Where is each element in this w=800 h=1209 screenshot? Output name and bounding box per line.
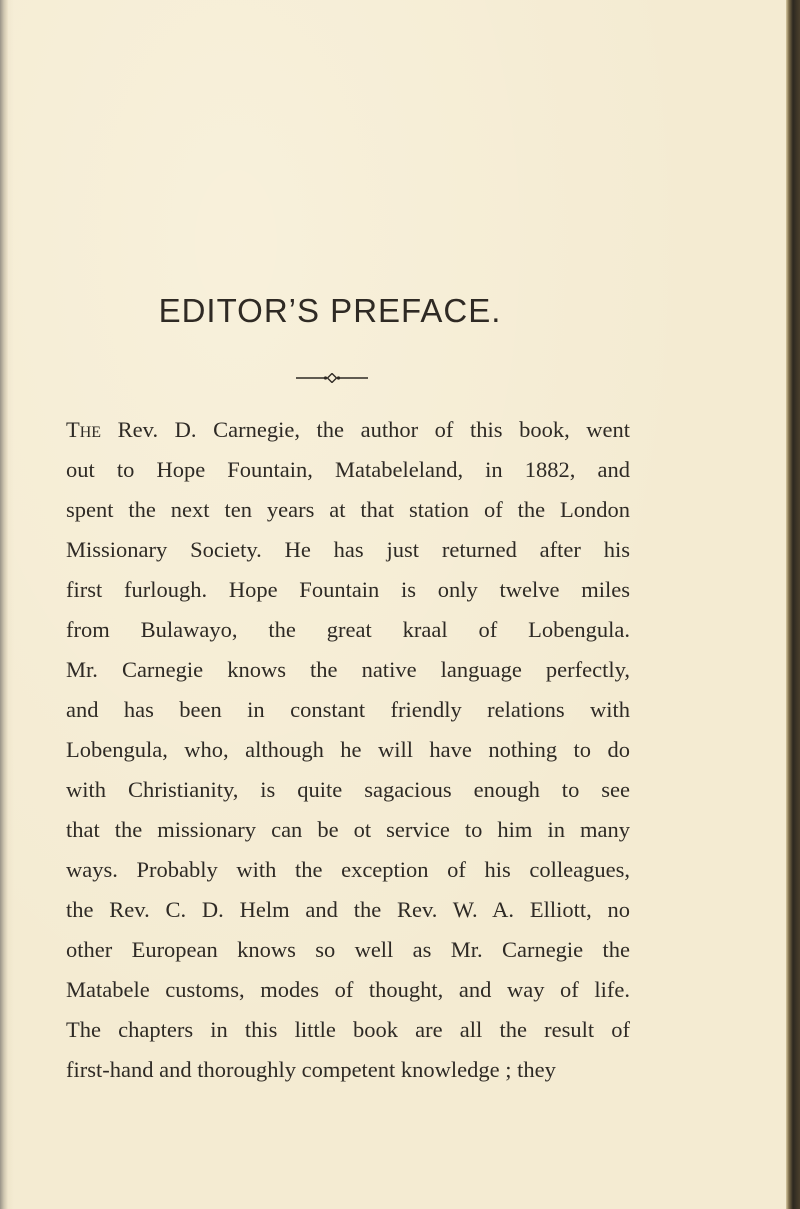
page-gutter xyxy=(0,0,8,1209)
text-line: Matabele customs, modes of thought, and way of life. xyxy=(66,977,630,1002)
text-line: The Rev. D. Carnegie, the author of this book, went xyxy=(66,417,631,442)
text-line: Lobengula, who, although he will have nothing to do xyxy=(66,737,630,762)
text-line: out to Hope Fountain, Matabeleland, in 1882, and xyxy=(66,457,630,482)
first-word: The xyxy=(66,417,102,442)
text-line: with Christianity, is quite sagacious enough to see xyxy=(66,777,630,802)
text-line: ways. Probably with the exception of his colleagues, xyxy=(66,857,630,882)
book-edge xyxy=(786,0,800,1209)
preface-text xyxy=(66,416,630,1096)
text-line: that the missionary can be ot service to him in many xyxy=(66,817,630,842)
text-line: Missionary Society. He has just returned after his xyxy=(66,537,630,562)
text-line: and has been in constant friendly relations with xyxy=(66,697,630,722)
diamond-rule-ornament-icon xyxy=(296,373,368,383)
text-line: Mr. Carnegie knows the native language perfectly, xyxy=(66,657,630,682)
text-line: other European knows so well as Mr. Carnegie the xyxy=(66,937,630,962)
text-line: first-hand and thoroughly competent knowledge ; they xyxy=(66,1057,556,1082)
text-line: spent the next ten years at that station of the London xyxy=(66,497,630,522)
text-line: The chapters in this little book are all the result of xyxy=(66,1017,630,1042)
page-title: EDITOR’S PREFACE. xyxy=(158,292,502,329)
text-line: first furlough. Hope Fountain is only twelve miles xyxy=(66,577,630,602)
text-line: the Rev. C. D. Helm and the Rev. W. A. Elliott, no xyxy=(66,897,630,922)
text-line: from Bulawayo, the great kraal of Lobengula. xyxy=(66,617,630,642)
